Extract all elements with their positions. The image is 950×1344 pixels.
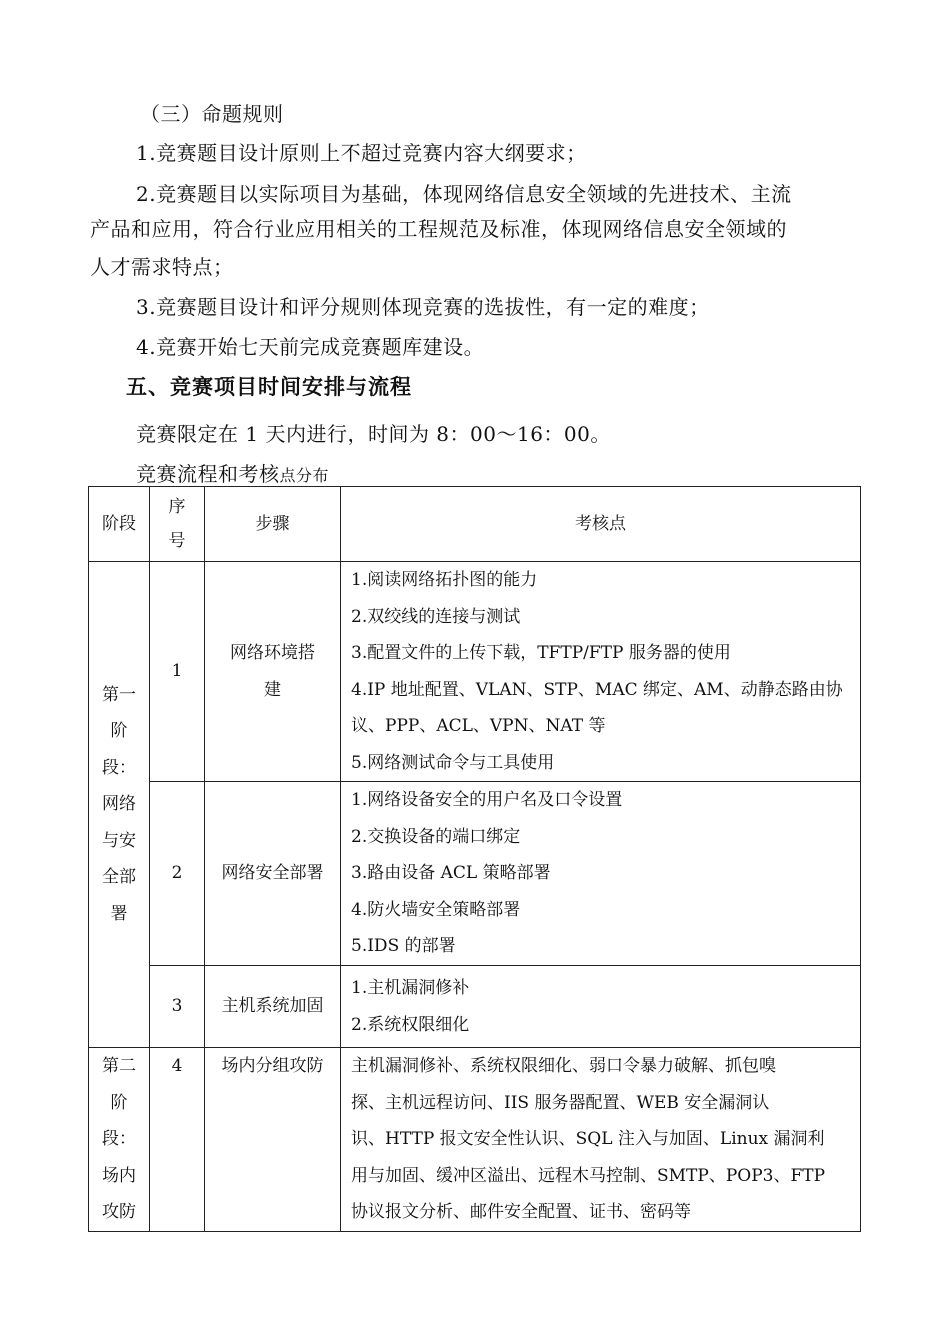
rule-item-1: 1.竞赛题目设计原则上不超过竞赛内容大纲要求； <box>136 141 587 165</box>
section5-heading: 五、竞赛项目时间安排与流程 <box>126 375 412 399</box>
point-item: 4.IP 地址配置、VLAN、STP、MAC 绑定、AM、动静态路由协 <box>351 679 843 700</box>
points-cell <box>341 562 861 782</box>
stage-1-cell <box>89 562 150 1048</box>
rule-item-3: 3.竞赛题目设计和评分规则体现竞赛的选拔性，有一定的难度； <box>136 295 710 319</box>
table-caption-small: 点分布 <box>279 466 330 485</box>
point-item: 4.防火墙安全策略部署 <box>351 899 521 920</box>
seq-cell: 1 <box>150 562 205 782</box>
table-row <box>89 562 861 782</box>
stage-1-label: 第一阶段：网络与安全部署 <box>102 684 136 924</box>
table-header-row <box>89 487 861 562</box>
step-cell: 网络环境搭建 <box>205 562 341 782</box>
header-seq: 序号 <box>150 487 205 562</box>
step-cell: 主机系统加固 <box>205 966 341 1048</box>
header-points: 考核点 <box>341 487 861 562</box>
point-item: 5.网络测试命令与工具使用 <box>351 752 555 773</box>
point-item: 主机漏洞修补、系统权限细化、弱口令暴力破解、抓包嗅 <box>351 1056 776 1076</box>
header-stage: 阶段 <box>89 487 150 562</box>
point-item: 2.双绞线的连接与测试 <box>351 606 521 627</box>
rules-heading: （三）命题规则 <box>140 102 284 126</box>
points-cell <box>341 1048 861 1232</box>
step-cell: 网络安全部署 <box>205 782 341 966</box>
point-item: 议、PPP、ACL、VPN、NAT 等 <box>351 716 606 736</box>
assessment-table <box>88 486 861 1232</box>
step-cell: 场内分组攻防 <box>205 1048 341 1232</box>
table-row <box>89 782 861 966</box>
table-row <box>89 966 861 1048</box>
points-cell <box>341 966 861 1048</box>
table-row <box>89 1048 861 1232</box>
point-item: 1.主机漏洞修补 <box>351 978 470 998</box>
stage-2-cell <box>89 1048 150 1232</box>
point-item: 识、HTTP 报文安全性认识、SQL 注入与加固、Linux 漏洞利 <box>351 1129 825 1149</box>
points-cell <box>341 782 861 966</box>
table-caption <box>136 458 329 487</box>
seq-cell: 3 <box>150 966 205 1048</box>
point-item: 2.系统权限细化 <box>351 1014 470 1035</box>
seq-cell: 2 <box>150 782 205 966</box>
seq-cell: 4 <box>150 1048 205 1232</box>
table-caption-main: 竞赛流程和考核 <box>136 462 280 486</box>
stage-2-label: 第二阶段：场内攻防 <box>102 1056 136 1222</box>
point-item: 3.配置文件的上传下载，TFTP/FTP 服务器的使用 <box>351 643 731 663</box>
point-item: 5.IDS 的部署 <box>351 936 456 957</box>
point-item: 3.路由设备 ACL 策略部署 <box>351 863 551 884</box>
header-step: 步骤 <box>205 487 341 562</box>
rule-item-2-cont-b: 人才需求特点； <box>90 255 234 279</box>
point-item: 1.网络设备安全的用户名及口令设置 <box>351 790 623 811</box>
rule-item-2-cont-a: 产品和应用，符合行业应用相关的工程规范及标准，体现网络信息安全领域的 <box>90 217 787 241</box>
point-item: 用与加固、缓冲区溢出、远程木马控制、SMTP、POP3、FTP <box>351 1165 826 1186</box>
point-item: 探、主机远程访问、IIS 服务器配置、WEB 安全漏洞认 <box>351 1092 770 1113</box>
rule-item-4: 4.竞赛开始七天前完成竞赛题库建设。 <box>136 335 485 359</box>
point-item: 协议报文分析、邮件安全配置、证书、密码等 <box>351 1202 691 1222</box>
rule-item-2: 2.竞赛题目以实际项目为基础，体现网络信息安全领域的先进技术、主流 <box>136 182 792 206</box>
time-text: 竞赛限定在 1 天内进行，时间为 8：00～16：00。 <box>136 422 611 446</box>
point-item: 1.阅读网络拓扑图的能力 <box>351 570 538 590</box>
point-item: 2.交换设备的端口绑定 <box>351 826 521 847</box>
